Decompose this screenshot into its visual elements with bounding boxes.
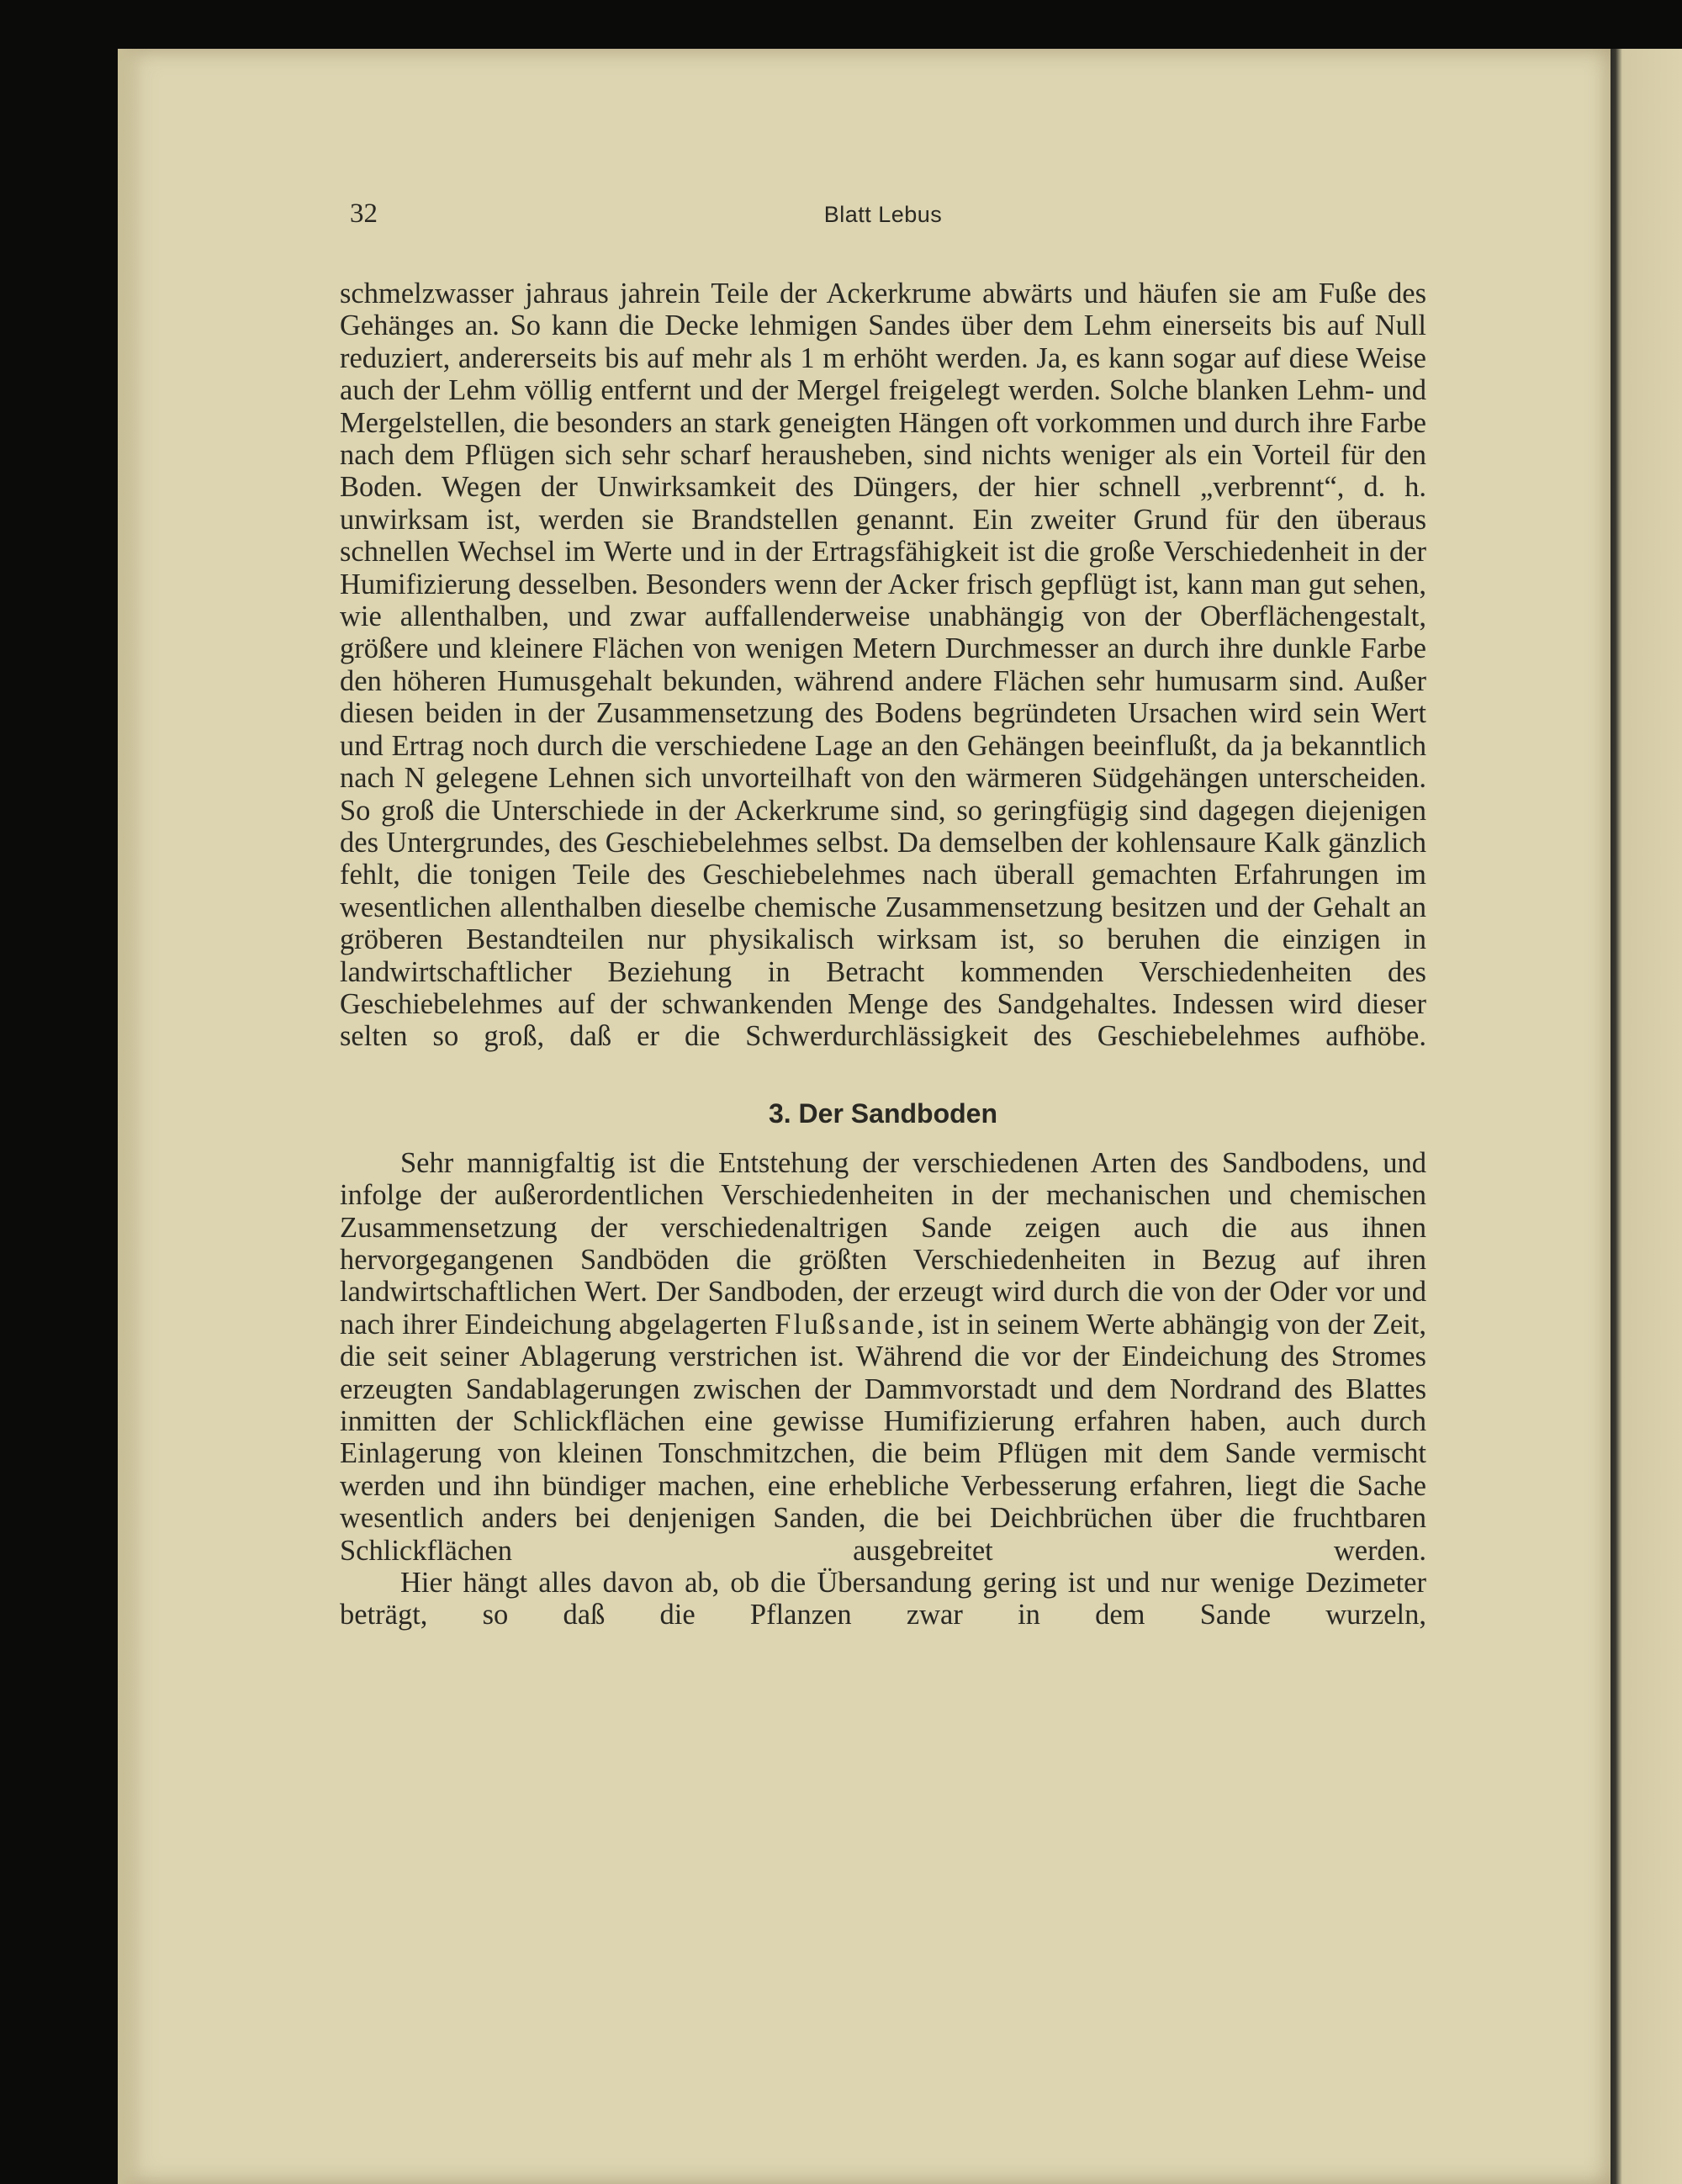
paragraph-2-part-1: Sehr mannigfaltig ist die Entstehung der verschiedenen Arten des Sandbodens, und infolge der außerordentlichen Verschiedenheiten in der mechanischen und chemischen Zusammensetzung der verschiedenaltrigen Sande zeigen auch die aus ihnen hervorgegangenen Sandböden die größten Verschiedenheiten in Bezug auf ihren landwirtschaftlichen Wert. Der Sandboden, der erzeugt wird durch die von der Oder vor und nach ihrer Eindeichung abgelagerten — [340, 1146, 1426, 1341]
section-heading: 3. Der Sandboden — [768, 1097, 998, 1129]
paragraph-1: schmelzwasser jahraus jahrein Teile der Ackerkrume abwärts und häufen sie am Fuße des Gehänges an. So kann die Decke lehmigen Sandes über dem Lehm einerseits bis auf Null reduziert, andererseits bis auf mehr als 1 m erhöht werden. Ja, es kann sogar auf diese Weise auch der Lehm völlig entfernt und der Mergel freigelegt werden. Solche blanken Lehm- und Mergelstellen, die besonders an stark geneigten Hängen oft vorkommen und durch ihre Farbe nach dem Pflügen sich sehr scharf herausheben, sind nichts weniger als ein Vorteil für den Boden. Wegen der Unwirksamkeit des Düngers, der hier schnell „verbrennt“, d. h. unwirksam ist, werden sie Brandstellen genannt. Ein zweiter Grund für den überaus schnellen Wechsel im Werte und in der Ertragsfähigkeit ist die große Verschiedenheit in der Humifizierung desselben. Besonders wenn der Acker frisch gepflügt ist, kann man gut sehen, wie allenthalben, und zwar auffallenderweise unabhängig von der Oberflächengestalt, größere und kleinere Flächen von wenigen Metern Durchmesser an durch ihre dunkle Farbe den höheren Humusgehalt bekunden, während andere Flächen sehr humusarm sind. Außer diesen beiden in der Zusammensetzung des Bodens begründeten Ursachen wird sein Wert und Ertrag noch durch die verschiedene Lage an den Gehängen beeinflußt, da ja bekanntlich nach N gelegene Lehnen sich unvorteilhaft von den wärmeren Südgehängen unterscheiden. So groß die Unterschiede in der Ackerkrume sind, so geringfügig sind dagegen diejenigen des Untergrundes, des Geschiebelehmes selbst. Da demselben der kohlensaure Kalk gänzlich fehlt, die tonigen Teile des Geschiebelehmes nach überall gemachten Erfahrungen im wesentlichen allenthalben dieselbe chemische Zusammensetzung besitzen und der Gehalt an gröberen Bestandteilen nur physikalisch wirksam ist, so beruhen die einzigen in landwirtschaftlicher Beziehung in Betracht kommenden Verschiedenheiten des Geschiebelehmes auf der schwankenden Menge des Sandgehaltes. Indessen wird dieser selten so groß, daß er die Schwerdurchlässigkeit des Geschiebelehmes aufhöbe. — [340, 278, 1426, 1053]
paragraph-3: Hier hängt alles davon ab, ob die Übersandung gering ist und nur wenige Dezimeter beträgt, so daß die Pflanzen zwar in dem Sande wurzeln, — [340, 1567, 1426, 1631]
spaced-emphasis-term: Flußsande — [775, 1308, 918, 1341]
page-header — [340, 198, 1426, 232]
paragraph-2 — [340, 1147, 1426, 1567]
page-gutter-shadow — [118, 49, 143, 2184]
running-title: Blatt Lebus — [823, 202, 943, 227]
page-body — [340, 278, 1426, 1631]
paragraph-2-part-2: , ist in seinem Werte abhängig von der Zeit, die seit seiner Ablagerung verstrichen ist. Während die vor der Eindeichung des Stromes erzeugten Sandablagerungen zwischen der Dammvorstadt und dem Nordrand des Blattes inmitten der Schlickflächen eine gewisse Humifizierung erfahren haben, auch durch Einlagerung von kleinen Tonschmitzchen, die beim Pflügen mit dem Sande vermischt werden und ihn bündiger machen, eine erhebliche Verbesserung erfahren, liegt die Sache wesentlich anders bei denjenigen Sanden, die bei Deichbrüchen über die fruchtbaren Schlickflächen ausgebreitet werden. — [340, 1308, 1427, 1567]
page-number: 32 — [350, 198, 378, 229]
facing-page-edge — [1611, 49, 1682, 2184]
